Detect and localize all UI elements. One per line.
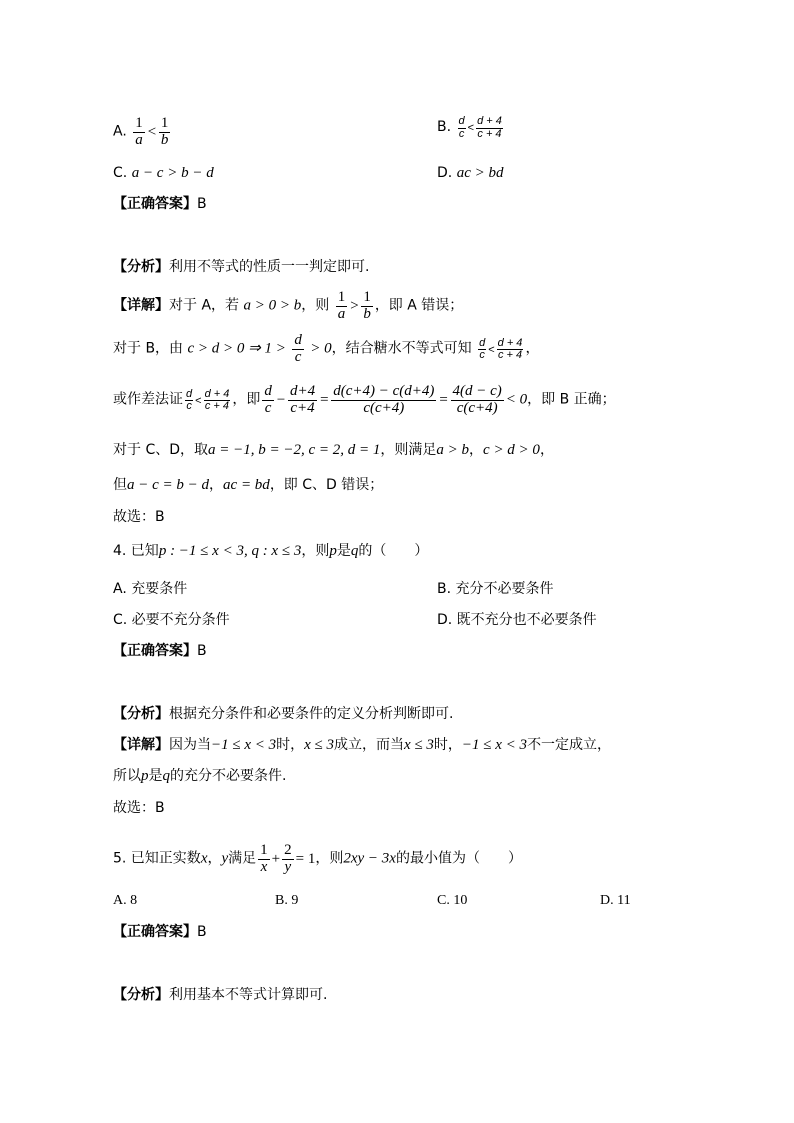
analysis-tag: 【分析】 xyxy=(113,706,169,722)
analysis xyxy=(113,704,453,724)
detail-tag: 【详解】 xyxy=(113,737,169,753)
question-stem: 4. 已知p : −1 ≤ x < 3, q : x ≤ 3，则p是q的（ ） xyxy=(113,543,429,559)
q3-option-d xyxy=(437,163,503,183)
analysis-text: 利用不等式的性质一一判定即可. xyxy=(169,259,370,275)
detail-line: 对于 C、D，取a = −1, b = −2, c = 2, d = 1，则满足a > b，c > d > 0， xyxy=(113,442,554,458)
q4-option-d: D. 既不充分也不必要条件 xyxy=(437,612,597,628)
fraction: $\frac{d}{c}$ xyxy=(264,383,272,416)
answer-value: B xyxy=(197,924,207,940)
fraction: $\frac{d}{c}$ xyxy=(479,336,486,362)
fraction: $\frac{d + 4}{c + 4}$ xyxy=(477,115,502,140)
answer-tag: 【正确答案】 xyxy=(113,924,197,940)
analysis xyxy=(113,257,369,277)
correct-answer xyxy=(113,641,207,661)
fraction: $\frac{d(c+4) - c(d+4)}{c(c+4)}$ xyxy=(333,383,435,416)
fraction: $\frac{4(d - c)}{c(c+4)}$ xyxy=(452,383,502,416)
q5-option-b: B. 9 xyxy=(275,893,299,908)
fraction: $\frac{1}{a}$ xyxy=(337,289,346,322)
fraction: $\frac{d}{c}$ xyxy=(458,115,465,140)
fraction: $\frac{d}{c}$ xyxy=(294,332,302,365)
math-expression: ac > bd xyxy=(456,165,504,181)
question-stem: 5. 已知正实数x，y满足 $\frac{1}{x}$ + $\frac{2}{y}$ = 1，则2xy − 3x的最小值为（ ） xyxy=(113,842,522,875)
fraction: $\frac{d + 4}{c + 4}$ xyxy=(204,387,230,413)
detail-line: 但a − c = b − d，ac = bd，即 C、D 错误； xyxy=(113,477,384,493)
fraction: $\frac{1}{b}$ xyxy=(363,289,371,322)
fraction: $\frac{1}{x}$ xyxy=(260,842,268,875)
q3-option-b: B. $\frac{d}{c}$ < $\frac{d + 4}{c + 4}$ xyxy=(437,115,502,140)
correct-answer xyxy=(113,194,207,214)
fraction: $\frac{2}{y}$ xyxy=(284,842,292,875)
q4-option-a: A. 充要条件 xyxy=(113,581,188,597)
fraction: $\frac{d+4}{c+4}$ xyxy=(289,383,316,416)
answer-value: B xyxy=(197,643,207,659)
q4-option-b: B. 充分不必要条件 xyxy=(437,581,554,597)
q5-option-c: C. 10 xyxy=(437,893,468,908)
analysis-tag: 【分析】 xyxy=(113,259,169,275)
detail-line: 所以p是q的充分不必要条件. xyxy=(113,768,287,784)
fraction: $\frac{1}{b}$ xyxy=(160,115,169,148)
analysis-text: 利用基本不等式计算即可. xyxy=(169,987,328,1003)
choose-line: 故选：B xyxy=(113,509,165,525)
q5-option-a: A. 8 xyxy=(113,893,138,908)
q3-option-a: A. $\frac{1}{a}$ < $\frac{1}{b}$ xyxy=(113,115,169,148)
correct-answer xyxy=(113,922,207,942)
detail-line: 【详解】因为当−1 ≤ x < 3时，x ≤ 3成立，而当x ≤ 3时，−1 ≤ x < 3不一定成立， xyxy=(113,737,612,753)
analysis-text: 根据充分条件和必要条件的定义分析判断即可. xyxy=(169,706,454,722)
fraction: $\frac{1}{a}$ xyxy=(135,115,143,148)
fraction: $\frac{d + 4}{c + 4}$ xyxy=(497,336,523,362)
fraction: $\frac{d}{c}$ xyxy=(186,387,193,413)
q5-option-d: D. 11 xyxy=(600,893,631,908)
option-letter: C. xyxy=(113,165,128,181)
q3-option-c xyxy=(113,163,214,183)
analysis xyxy=(113,985,327,1005)
choose-line: 故选：B xyxy=(113,800,165,816)
analysis-tag: 【分析】 xyxy=(113,987,169,1003)
detail-line: 对于 B，由 c > d > 0 ⇒ 1 > $\frac{d}{c}$ > 0，结合糖水不等式可知 $\frac{d}{c}$ < $\frac{d + 4}{c + 4}$ ， xyxy=(113,332,540,365)
math-expression: a − c > b − d xyxy=(131,165,214,181)
option-letter: B. xyxy=(437,118,452,135)
detail-line: 【详解】对于 A，若 a > 0 > b，则 $\frac{1}{a}$ > $\frac{1}{b}$ ，即 A 错误； xyxy=(113,289,464,322)
option-letter: D. xyxy=(437,165,453,181)
detail-line: 或作差法证 $\frac{d}{c}$ < $\frac{d + 4}{c + 4}$ ，即 $\frac{d}{c}$ − $\frac{d+4}{c+4}$ = $\frac{d(c+4) - c(d+4)}{c(c+4)}$ = $\frac{4(d - c)}{c(c+4)}$ < 0，即 B 正确； xyxy=(113,383,616,416)
detail-tag: 【详解】 xyxy=(113,297,169,314)
q4-option-c: C. 必要不充分条件 xyxy=(113,612,230,628)
answer-tag: 【正确答案】 xyxy=(113,196,197,212)
option-letter: A. xyxy=(113,123,127,140)
answer-value: B xyxy=(197,196,207,212)
answer-tag: 【正确答案】 xyxy=(113,643,197,659)
